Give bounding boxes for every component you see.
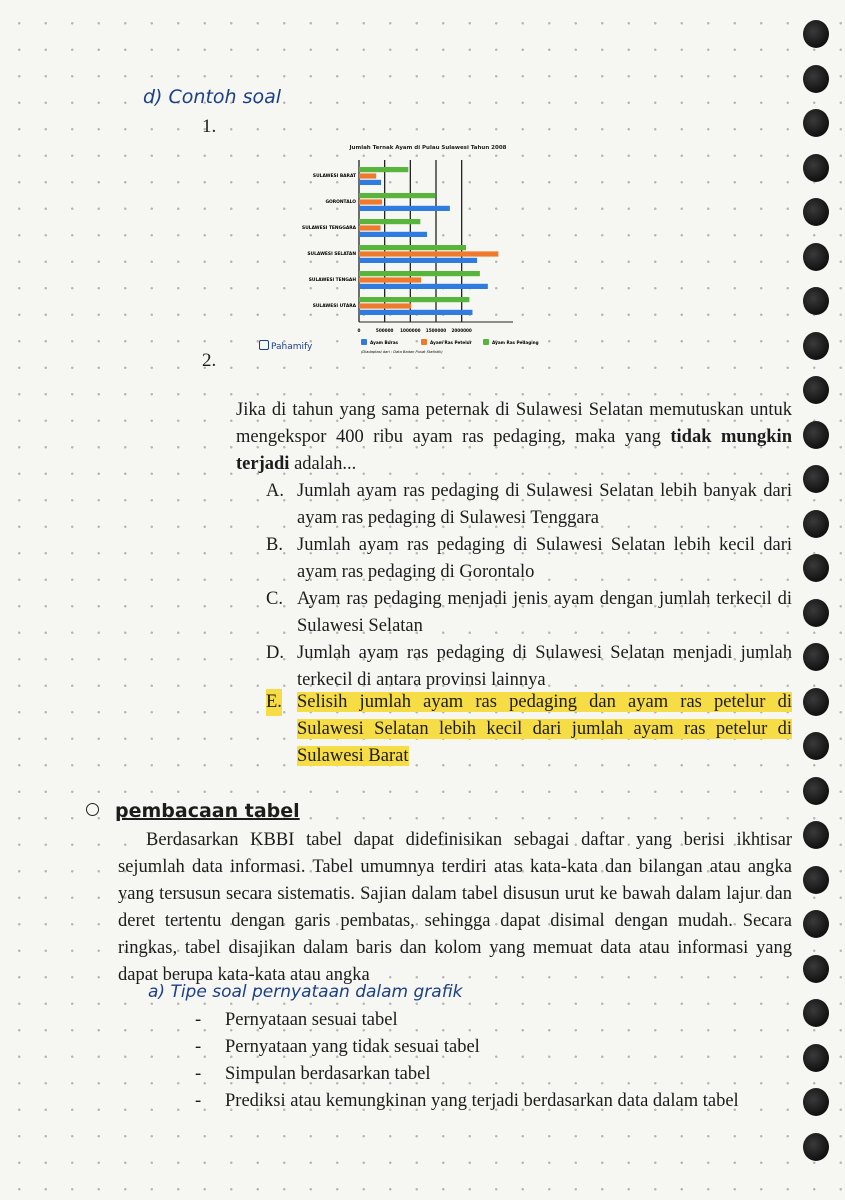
section-heading-text: pembacaan tabel [115, 800, 300, 822]
list-item [195, 1007, 739, 1034]
binder-hole [803, 421, 829, 449]
bar [359, 245, 466, 250]
option-text: Jumlah ayam ras pedaging di Sulawesi Selatan lebih kecil dari ayam ras pedaging di Gorontalo [297, 535, 792, 582]
question-number-2: 2. [202, 350, 217, 371]
bar [359, 271, 480, 276]
bar [359, 232, 427, 237]
option-letter: E. [266, 689, 282, 716]
bar [359, 173, 376, 178]
bar [359, 297, 469, 302]
binder-hole [803, 376, 829, 404]
question-intro-text: Jika di tahun yang sama peternak di Sulawesi Selatan memutuskan untuk mengekspor 400 ribu ayam ras pedaging, maka yang [236, 400, 792, 447]
dash-bullet: - [195, 1037, 202, 1057]
legend-label: Ayam Ras Pedaging [492, 340, 539, 345]
bar [359, 303, 411, 308]
x-tick-label: 1000000 [400, 328, 421, 333]
option-e-highlighted [266, 689, 792, 770]
x-tick-label: 1500000 [425, 328, 447, 333]
bar [359, 251, 498, 256]
question-intro-bold: tidak mungkin terjadi [236, 427, 792, 474]
dash-bullet: - [195, 1064, 202, 1084]
binder-hole [803, 65, 829, 93]
category-label: SULAWESI UTARA [312, 304, 356, 309]
bar [359, 277, 421, 282]
binder-hole [803, 20, 829, 48]
binder-hole [803, 777, 829, 805]
binder-hole [803, 1044, 829, 1072]
bar [359, 258, 477, 263]
option-a [266, 478, 792, 532]
bar [359, 193, 435, 198]
list-item [195, 1088, 739, 1115]
option-e-highlight: Selisih jumlah ayam ras pedaging dan ayam ras petelur di Sulawesi Selatan lebih kecil dari jumlah ayam ras petelur di Sulawesi Barat [297, 692, 792, 766]
question-intro-end: adalah... [289, 454, 357, 474]
binder-hole [803, 955, 829, 983]
binder-hole [803, 866, 829, 894]
bar [359, 180, 381, 185]
binder-hole [803, 243, 829, 271]
section-d-heading: d) Contoh soal [143, 86, 282, 108]
bar-chart [283, 140, 573, 355]
binder-hole [803, 999, 829, 1027]
option-letter: A. [266, 481, 284, 501]
binder-hole [803, 910, 829, 938]
definition-text: Berdasarkan KBBI tabel dapat didefinisikan sebagai daftar yang berisi ikhtisar sejumlah data informasi. Tabel umumnya terdiri atas kata-kata dan bilangan atau angka yang tersusun secara sistematis. Sajian dalam tabel disusun urut ke bawah dalam lajur dan deret tertentu dengan garis pembatas, sehingga dapat disimal dengan mudah. Secara ringkas, tabel disajikan dalam baris dan kolom yang memuat data atau informasi yang dapat berupa kata-kata atau angka [118, 830, 792, 985]
binder-hole [803, 599, 829, 627]
bar [359, 206, 450, 211]
legend-label: Ayam Ras Petelur [430, 340, 472, 345]
bar [359, 167, 408, 172]
question-number-1: 1. [202, 116, 217, 137]
chart-source: (Diadaptasi dari : Data Badan Pusat Statistik) [361, 350, 443, 354]
option-d [266, 640, 792, 694]
legend-swatch [483, 339, 489, 345]
category-label: GORONTALO [325, 200, 356, 205]
x-tick-label: 2000000 [451, 328, 472, 333]
list-item [195, 1034, 739, 1061]
subsection-a-heading: a) Tipe soal pernyataan dalam grafik [148, 982, 463, 1002]
option-text [297, 689, 792, 770]
statement-type-list [195, 1007, 739, 1115]
legend-swatch [421, 339, 427, 345]
list-item-text: Simpulan berdasarkan tabel [225, 1064, 431, 1084]
dash-bullet: - [195, 1091, 202, 1111]
option-letter: B. [266, 535, 283, 555]
question-intro [236, 397, 792, 478]
binder-hole [803, 821, 829, 849]
legend-label: Ayam Buras [370, 340, 399, 345]
x-tick-label: 500000 [375, 328, 394, 333]
binder-hole [803, 332, 829, 360]
list-item [195, 1061, 739, 1088]
section-heading [86, 800, 300, 822]
brand-text: Pahamify [271, 342, 313, 352]
binder-hole [803, 287, 829, 315]
brand-logo [259, 340, 312, 352]
list-item-text: Pernyataan sesuai tabel [225, 1010, 398, 1030]
bar [359, 219, 420, 224]
binder-hole [803, 1088, 829, 1116]
binder-hole [803, 109, 829, 137]
option-b [266, 532, 792, 586]
option-letter: C. [266, 589, 283, 609]
category-label: SULAWESI BARAT [312, 174, 356, 179]
binder-hole [803, 154, 829, 182]
option-text: Jumlah ayam ras pedaging di Sulawesi Selatan menjadi jumlah terkecil di antara provinsi lainnya [297, 643, 792, 690]
bar [359, 199, 382, 204]
circle-bullet-icon [86, 803, 99, 816]
category-label: SULAWESI TENGAH [308, 278, 356, 283]
category-label: SULAWESI TENGGARA [302, 226, 356, 231]
binder-hole [803, 510, 829, 538]
option-letter: D. [266, 643, 284, 663]
bar [359, 225, 381, 230]
bar [359, 284, 488, 289]
option-text: Ayam ras pedaging menjadi jenis ayam dengan jumlah terkecil di Sulawesi Selatan [297, 589, 792, 636]
binder-hole [803, 554, 829, 582]
legend-swatch [361, 339, 367, 345]
option-c [266, 586, 792, 640]
x-tick-label: 0 [357, 328, 361, 333]
chart-svg [283, 140, 573, 355]
binder-hole [803, 643, 829, 671]
dash-bullet: - [195, 1010, 202, 1030]
binder-hole [803, 1133, 829, 1161]
list-item-text: Pernyataan yang tidak sesuai tabel [225, 1037, 480, 1057]
brand-icon [259, 340, 269, 350]
list-item-text: Prediksi atau kemungkinan yang terjadi berdasarkan data dalam tabel [225, 1091, 739, 1111]
binder-hole [803, 465, 829, 493]
binder-hole [803, 688, 829, 716]
option-text: Jumlah ayam ras pedaging di Sulawesi Selatan lebih banyak dari ayam ras pedaging di Sulawesi Tenggara [297, 481, 792, 528]
binder-hole [803, 732, 829, 760]
category-label: SULAWESI SELATAN [307, 252, 356, 257]
chart-title: Jumlah Ternak Ayam di Pulau Sulawesi Tahun 2008 [349, 145, 507, 151]
binder-hole [803, 198, 829, 226]
definition-paragraph [118, 827, 792, 989]
bar [359, 310, 472, 315]
